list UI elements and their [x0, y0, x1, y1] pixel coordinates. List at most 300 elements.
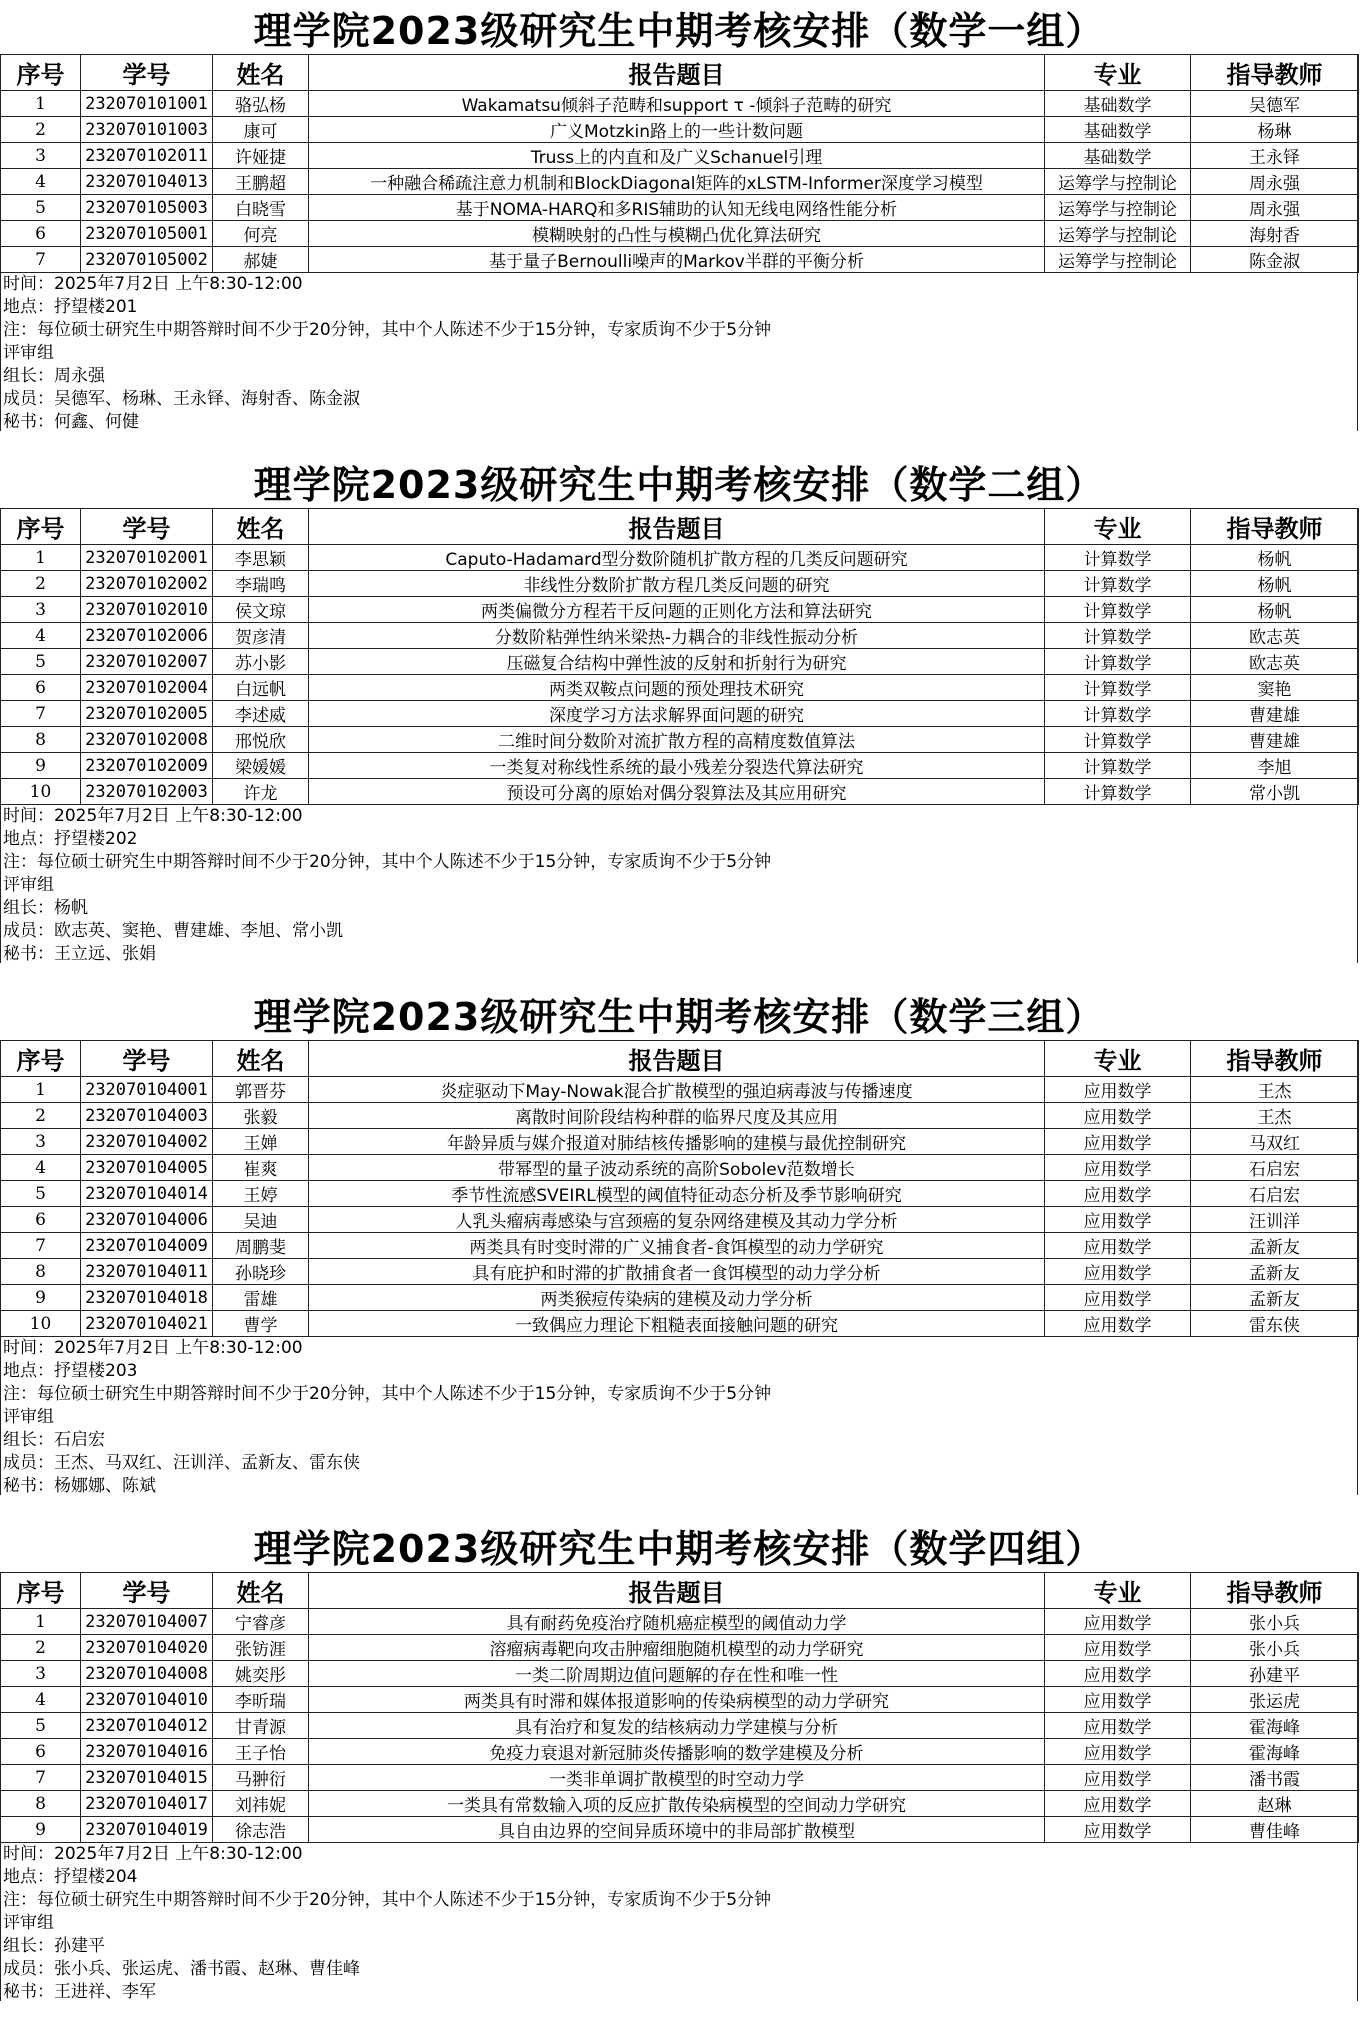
cell-seq[interactable]: 10	[1, 1311, 81, 1337]
cell-seq[interactable]: 1	[1, 91, 81, 117]
cell-seq[interactable]: 1	[1, 1077, 81, 1103]
place-line[interactable]	[0, 1360, 1358, 1383]
cell-name[interactable]: 康可	[213, 117, 309, 143]
cell-major[interactable]: 运筹学与控制论	[1045, 169, 1191, 195]
section-title: 理学院2023级研究生中期考核安排（数学一组）	[253, 8, 1105, 53]
cell-major[interactable]: 应用数学	[1045, 1233, 1191, 1259]
cell-major[interactable]: 计算数学	[1045, 623, 1191, 649]
note-line[interactable]	[0, 851, 1358, 874]
members-line-value: 欧志英、窦艳、曹建雄、李旭、常小凯	[54, 921, 343, 941]
cell-seq[interactable]: 3	[1, 1661, 81, 1687]
members-line-value: 王杰、马双红、汪训洋、孟新友、雷东侠	[54, 1453, 360, 1473]
table-row	[1, 169, 1359, 195]
cell-topic[interactable]: 两类猴痘传染病的建模及动力学分析	[309, 1285, 1045, 1311]
cell-advisor[interactable]: 杨帆	[1191, 597, 1359, 623]
cell-advisor[interactable]: 周永强	[1191, 169, 1359, 195]
cell-student-id[interactable]: 232070105002	[81, 247, 213, 273]
cell-advisor[interactable]: 张小兵	[1191, 1635, 1359, 1661]
cell-name[interactable]: 白远帆	[213, 675, 309, 701]
cell-seq[interactable]: 1	[1, 545, 81, 571]
cell-student-id[interactable]: 232070104019	[81, 1817, 213, 1843]
cell-seq[interactable]: 7	[1, 247, 81, 273]
table-row	[1, 753, 1359, 779]
cell-major[interactable]: 应用数学	[1045, 1207, 1191, 1233]
cell-name[interactable]: 梁媛媛	[213, 753, 309, 779]
table-row	[1, 701, 1359, 727]
cell-seq[interactable]: 4	[1, 1687, 81, 1713]
committee-heading[interactable]	[0, 1912, 1358, 1935]
cell-major[interactable]: 应用数学	[1045, 1285, 1191, 1311]
cell-topic[interactable]: 两类具有时变时滞的广义捕食者-食饵模型的动力学研究	[309, 1233, 1045, 1259]
cell-student-id[interactable]: 232070104021	[81, 1311, 213, 1337]
cell-name[interactable]: 曹学	[213, 1311, 309, 1337]
cell-advisor[interactable]: 杨琳	[1191, 117, 1359, 143]
cell-advisor[interactable]: 周永强	[1191, 195, 1359, 221]
table-row	[1, 1791, 1359, 1817]
cell-topic[interactable]: Wakamatsu倾斜子范畴和support τ -倾斜子范畴的研究	[309, 91, 1045, 117]
cell-advisor[interactable]: 孙建平	[1191, 1661, 1359, 1687]
time-line-value: 2025年7月2日 上午8:30-12:00	[54, 1844, 303, 1864]
cell-student-id[interactable]: 232070102009	[81, 753, 213, 779]
cell-name[interactable]: 张钫涯	[213, 1635, 309, 1661]
cell-student-id[interactable]: 232070104006	[81, 1207, 213, 1233]
cell-student-id[interactable]: 232070104013	[81, 169, 213, 195]
cell-major[interactable]: 应用数学	[1045, 1129, 1191, 1155]
cell-advisor[interactable]: 杨帆	[1191, 545, 1359, 571]
column-header-major: 专业	[1045, 1573, 1191, 1609]
cell-major[interactable]: 基础数学	[1045, 117, 1191, 143]
cell-advisor[interactable]: 杨帆	[1191, 571, 1359, 597]
cell-name[interactable]: 李瑞鸣	[213, 571, 309, 597]
cell-name[interactable]: 王婷	[213, 1181, 309, 1207]
cell-major[interactable]: 应用数学	[1045, 1077, 1191, 1103]
members-line[interactable]	[0, 920, 1358, 943]
time-line-value: 2025年7月2日 上午8:30-12:00	[54, 274, 303, 294]
committee-heading-label: 评审组	[3, 875, 54, 895]
cell-name[interactable]: 崔爽	[213, 1155, 309, 1181]
table-row	[1, 1233, 1359, 1259]
table-row	[1, 1181, 1359, 1207]
cell-student-id[interactable]: 232070102006	[81, 623, 213, 649]
table-row	[1, 727, 1359, 753]
cell-major[interactable]: 应用数学	[1045, 1259, 1191, 1285]
cell-major[interactable]: 计算数学	[1045, 649, 1191, 675]
cell-student-id[interactable]: 232070102010	[81, 597, 213, 623]
cell-seq[interactable]: 2	[1, 117, 81, 143]
cell-topic[interactable]: 具有庇护和时滞的扩散捕食者一食饵模型的动力学分析	[309, 1259, 1045, 1285]
cell-major[interactable]: 计算数学	[1045, 545, 1191, 571]
cell-advisor[interactable]: 石启宏	[1191, 1181, 1359, 1207]
cell-name[interactable]: 甘青源	[213, 1713, 309, 1739]
leader-line-value: 孙建平	[54, 1936, 105, 1956]
cell-advisor[interactable]: 孟新友	[1191, 1259, 1359, 1285]
cell-topic[interactable]: 两类具有时滞和媒体报道影响的传染病模型的动力学研究	[309, 1687, 1045, 1713]
leader-line[interactable]	[0, 1935, 1358, 1958]
cell-topic[interactable]: 一类复对称线性系统的最小残差分裂迭代算法研究	[309, 753, 1045, 779]
cell-seq[interactable]: 8	[1, 1791, 81, 1817]
cell-topic[interactable]: 具有治疗和复发的结核病动力学建模与分析	[309, 1713, 1045, 1739]
cell-advisor[interactable]: 张小兵	[1191, 1609, 1359, 1635]
cell-student-id[interactable]: 232070102007	[81, 649, 213, 675]
schedule-table	[0, 1040, 1359, 1337]
note-line[interactable]	[0, 319, 1358, 342]
column-header-seq: 序号	[1, 55, 81, 91]
cell-topic[interactable]: 季节性流感SVEIRL模型的阈值特征动态分析及季节影响研究	[309, 1181, 1045, 1207]
cell-major[interactable]: 运筹学与控制论	[1045, 221, 1191, 247]
cell-advisor[interactable]: 汪训洋	[1191, 1207, 1359, 1233]
cell-name[interactable]: 李昕瑞	[213, 1687, 309, 1713]
cell-advisor[interactable]: 吴德军	[1191, 91, 1359, 117]
cell-seq[interactable]: 9	[1, 753, 81, 779]
cell-topic[interactable]: 年龄异质与媒介报道对肺结核传播影响的建模与最优控制研究	[309, 1129, 1045, 1155]
cell-name[interactable]: 姚奕彤	[213, 1661, 309, 1687]
cell-topic[interactable]: 模糊映射的凸性与模糊凸优化算法研究	[309, 221, 1045, 247]
table-row	[1, 117, 1359, 143]
leader-line-label: 组长：	[3, 366, 54, 386]
place-line[interactable]	[0, 296, 1358, 319]
cell-student-id[interactable]: 232070104010	[81, 1687, 213, 1713]
secretary-line[interactable]	[0, 943, 1358, 966]
cell-advisor[interactable]: 曹佳峰	[1191, 1817, 1359, 1843]
cell-name[interactable]: 郭晋芬	[213, 1077, 309, 1103]
cell-topic[interactable]: Caputo-Hadamard型分数阶随机扩散方程的几类反问题研究	[309, 545, 1045, 571]
cell-major[interactable]: 基础数学	[1045, 91, 1191, 117]
committee-heading[interactable]	[0, 342, 1358, 365]
cell-name[interactable]: 孙晓珍	[213, 1259, 309, 1285]
cell-topic[interactable]: Truss上的内直和及广义Schanuel引理	[309, 143, 1045, 169]
members-line-label: 成员：	[3, 1959, 54, 1979]
section-title: 理学院2023级研究生中期考核安排（数学二组）	[253, 462, 1105, 507]
cell-advisor[interactable]: 赵琳	[1191, 1791, 1359, 1817]
cell-major[interactable]: 应用数学	[1045, 1635, 1191, 1661]
cell-name[interactable]: 许龙	[213, 779, 309, 805]
cell-seq[interactable]: 7	[1, 701, 81, 727]
cell-seq[interactable]: 2	[1, 1103, 81, 1129]
cell-seq[interactable]: 2	[1, 571, 81, 597]
cell-seq[interactable]: 9	[1, 1817, 81, 1843]
cell-advisor[interactable]: 欧志英	[1191, 623, 1359, 649]
table-row	[1, 1817, 1359, 1843]
cell-advisor[interactable]: 潘书霞	[1191, 1765, 1359, 1791]
cell-topic[interactable]: 离散时间阶段结构种群的临界尺度及其应用	[309, 1103, 1045, 1129]
cell-advisor[interactable]: 石启宏	[1191, 1155, 1359, 1181]
cell-name[interactable]: 白晓雪	[213, 195, 309, 221]
cell-topic[interactable]: 非线性分数阶扩散方程几类反问题的研究	[309, 571, 1045, 597]
leader-line-label: 组长：	[3, 1936, 54, 1956]
place-line-value: 抒望楼204	[54, 1867, 138, 1887]
cell-name[interactable]: 王婵	[213, 1129, 309, 1155]
cell-student-id[interactable]: 232070104020	[81, 1635, 213, 1661]
cell-student-id[interactable]: 232070104003	[81, 1103, 213, 1129]
cell-seq[interactable]: 4	[1, 1155, 81, 1181]
cell-topic[interactable]: 人乳头瘤病毒感染与宫颈癌的复杂网络建模及其动力学分析	[309, 1207, 1045, 1233]
cell-student-id[interactable]: 232070104011	[81, 1259, 213, 1285]
cell-student-id[interactable]: 232070104014	[81, 1181, 213, 1207]
cell-advisor[interactable]: 李旭	[1191, 753, 1359, 779]
cell-advisor[interactable]: 霍海峰	[1191, 1739, 1359, 1765]
cell-student-id[interactable]: 232070104016	[81, 1739, 213, 1765]
cell-major[interactable]: 运筹学与控制论	[1045, 195, 1191, 221]
table-row	[1, 779, 1359, 805]
cell-student-id[interactable]: 232070102005	[81, 701, 213, 727]
column-header-topic: 报告题目	[309, 509, 1045, 545]
cell-major[interactable]: 应用数学	[1045, 1687, 1191, 1713]
members-line[interactable]	[0, 1958, 1358, 1981]
cell-name[interactable]: 宁睿彦	[213, 1609, 309, 1635]
note-line-value: 每位硕士研究生中期答辩时间不少于20分钟，其中个人陈述不少于15分钟，专家质询不少于5分钟	[37, 1890, 772, 1910]
cell-name[interactable]: 邢悦欣	[213, 727, 309, 753]
cell-major[interactable]: 运筹学与控制论	[1045, 247, 1191, 273]
cell-advisor[interactable]: 孟新友	[1191, 1285, 1359, 1311]
cell-advisor[interactable]: 海射香	[1191, 221, 1359, 247]
secretary-line[interactable]	[0, 1475, 1358, 1498]
time-line[interactable]	[0, 273, 1358, 296]
cell-advisor[interactable]: 雷东侠	[1191, 1311, 1359, 1337]
cell-topic[interactable]: 广义Motzkin路上的一些计数问题	[309, 117, 1045, 143]
cell-name[interactable]: 骆弘杨	[213, 91, 309, 117]
column-header-major: 专业	[1045, 509, 1191, 545]
cell-advisor[interactable]: 陈金淑	[1191, 247, 1359, 273]
cell-name[interactable]: 马翀衍	[213, 1765, 309, 1791]
cell-seq[interactable]: 5	[1, 1713, 81, 1739]
cell-seq[interactable]: 5	[1, 649, 81, 675]
cell-seq[interactable]: 5	[1, 1181, 81, 1207]
cell-topic[interactable]: 分数阶粘弹性纳米梁热-力耦合的非线性振动分析	[309, 623, 1045, 649]
cell-seq[interactable]: 6	[1, 1207, 81, 1233]
leader-line[interactable]	[0, 1429, 1358, 1452]
cell-seq[interactable]: 4	[1, 169, 81, 195]
cell-seq[interactable]: 6	[1, 675, 81, 701]
cell-name[interactable]: 郝婕	[213, 247, 309, 273]
cell-topic[interactable]: 两类双鞍点问题的预处理技术研究	[309, 675, 1045, 701]
cell-name[interactable]: 雷雄	[213, 1285, 309, 1311]
note-line-value: 每位硕士研究生中期答辩时间不少于20分钟，其中个人陈述不少于15分钟，专家质询不少于5分钟	[37, 852, 772, 872]
cell-student-id[interactable]: 232070104007	[81, 1609, 213, 1635]
secretary-line[interactable]	[0, 1981, 1358, 2004]
cell-topic[interactable]: 基于量子Bernoulli噪声的Markov半群的平衡分析	[309, 247, 1045, 273]
place-line-label: 地点：	[3, 1361, 54, 1381]
cell-topic[interactable]: 一类二阶周期边值问题解的存在性和唯一性	[309, 1661, 1045, 1687]
cell-student-id[interactable]: 232070102002	[81, 571, 213, 597]
committee-heading[interactable]	[0, 1406, 1358, 1429]
cell-major[interactable]: 应用数学	[1045, 1155, 1191, 1181]
cell-topic[interactable]: 一类非单调扩散模型的时空动力学	[309, 1765, 1045, 1791]
cell-topic[interactable]: 预设可分离的原始对偶分裂算法及其应用研究	[309, 779, 1045, 805]
cell-topic[interactable]: 具有耐药免疫治疗随机癌症模型的阈值动力学	[309, 1609, 1045, 1635]
cell-major[interactable]: 应用数学	[1045, 1661, 1191, 1687]
cell-name[interactable]: 李思颖	[213, 545, 309, 571]
cell-name[interactable]: 贺彦清	[213, 623, 309, 649]
members-line[interactable]	[0, 388, 1358, 411]
cell-topic[interactable]: 具自由边界的空间异质环境中的非局部扩散模型	[309, 1817, 1045, 1843]
cell-student-id[interactable]: 232070105001	[81, 221, 213, 247]
cell-advisor[interactable]: 孟新友	[1191, 1233, 1359, 1259]
column-header-major: 专业	[1045, 1041, 1191, 1077]
cell-advisor[interactable]: 常小凯	[1191, 779, 1359, 805]
cell-topic[interactable]: 一致偶应力理论下粗糙表面接触问题的研究	[309, 1311, 1045, 1337]
cell-name[interactable]: 王子怡	[213, 1739, 309, 1765]
cell-topic[interactable]: 压磁复合结构中弹性波的反射和折射行为研究	[309, 649, 1045, 675]
cell-seq[interactable]: 7	[1, 1233, 81, 1259]
cell-name[interactable]: 周鹏斐	[213, 1233, 309, 1259]
section-title: 理学院2023级研究生中期考核安排（数学四组）	[253, 1526, 1105, 1571]
column-header-name: 姓名	[213, 509, 309, 545]
cell-major[interactable]: 计算数学	[1045, 571, 1191, 597]
cell-major[interactable]: 计算数学	[1045, 701, 1191, 727]
cell-major[interactable]: 应用数学	[1045, 1181, 1191, 1207]
cell-major[interactable]: 应用数学	[1045, 1739, 1191, 1765]
time-line-value: 2025年7月2日 上午8:30-12:00	[54, 806, 303, 826]
leader-line-value: 杨帆	[54, 898, 88, 918]
leader-line[interactable]	[0, 897, 1358, 920]
cell-seq[interactable]: 3	[1, 1129, 81, 1155]
cell-student-id[interactable]: 232070102008	[81, 727, 213, 753]
cell-name[interactable]: 刘祎妮	[213, 1791, 309, 1817]
cell-name[interactable]: 侯文琼	[213, 597, 309, 623]
cell-seq[interactable]: 8	[1, 1259, 81, 1285]
time-line-label: 时间：	[3, 1338, 54, 1358]
cell-student-id[interactable]: 232070102004	[81, 675, 213, 701]
cell-student-id[interactable]: 232070104009	[81, 1233, 213, 1259]
cell-major[interactable]: 应用数学	[1045, 1791, 1191, 1817]
note-line-label: 注：	[3, 1890, 37, 1910]
cell-major[interactable]: 应用数学	[1045, 1311, 1191, 1337]
cell-major[interactable]: 应用数学	[1045, 1817, 1191, 1843]
cell-topic[interactable]: 带幂型的量子波动系统的高阶Sobolev范数增长	[309, 1155, 1045, 1181]
cell-student-id[interactable]: 232070102003	[81, 779, 213, 805]
cell-seq[interactable]: 6	[1, 221, 81, 247]
column-header-seq: 序号	[1, 1041, 81, 1077]
cell-major[interactable]: 基础数学	[1045, 143, 1191, 169]
cell-student-id[interactable]: 232070101001	[81, 91, 213, 117]
cell-seq[interactable]: 1	[1, 1609, 81, 1635]
leader-line-value: 石启宏	[54, 1430, 105, 1450]
cell-name[interactable]: 王鹏超	[213, 169, 309, 195]
cell-advisor[interactable]: 窦艳	[1191, 675, 1359, 701]
cell-seq[interactable]: 3	[1, 143, 81, 169]
table-row	[1, 1765, 1359, 1791]
cell-major[interactable]: 计算数学	[1045, 727, 1191, 753]
time-line[interactable]	[0, 805, 1358, 828]
cell-student-id[interactable]: 232070104017	[81, 1791, 213, 1817]
cell-advisor[interactable]: 霍海峰	[1191, 1713, 1359, 1739]
cell-major[interactable]: 计算数学	[1045, 779, 1191, 805]
secretary-line-label: 秘书：	[3, 1982, 54, 2002]
cell-seq[interactable]: 9	[1, 1285, 81, 1311]
cell-name[interactable]: 何亮	[213, 221, 309, 247]
cell-student-id[interactable]: 232070104005	[81, 1155, 213, 1181]
cell-name[interactable]: 张毅	[213, 1103, 309, 1129]
note-line[interactable]	[0, 1889, 1358, 1912]
cell-major[interactable]: 计算数学	[1045, 597, 1191, 623]
cell-major[interactable]: 应用数学	[1045, 1103, 1191, 1129]
cell-topic[interactable]: 基于NOMA-HARQ和多RIS辅助的认知无线电网络性能分析	[309, 195, 1045, 221]
column-header-topic: 报告题目	[309, 55, 1045, 91]
column-header-seq: 序号	[1, 509, 81, 545]
cell-topic[interactable]: 一类具有常数输入项的反应扩散传染病模型的空间动力学研究	[309, 1791, 1045, 1817]
cell-student-id[interactable]: 232070102001	[81, 545, 213, 571]
cell-advisor[interactable]: 曹建雄	[1191, 727, 1359, 753]
note-line[interactable]	[0, 1383, 1358, 1406]
cell-student-id[interactable]: 232070104015	[81, 1765, 213, 1791]
cell-topic[interactable]: 溶瘤病毒靶向攻击肿瘤细胞随机模型的动力学研究	[309, 1635, 1045, 1661]
cell-seq[interactable]: 2	[1, 1635, 81, 1661]
cell-major[interactable]: 应用数学	[1045, 1765, 1191, 1791]
cell-advisor[interactable]: 马双红	[1191, 1129, 1359, 1155]
cell-seq[interactable]: 7	[1, 1765, 81, 1791]
cell-seq[interactable]: 5	[1, 195, 81, 221]
cell-student-id[interactable]: 232070102011	[81, 143, 213, 169]
cell-name[interactable]: 许娅捷	[213, 143, 309, 169]
cell-topic[interactable]: 炎症驱动下May-Nowak混合扩散模型的强迫病毒波与传播速度	[309, 1077, 1045, 1103]
cell-major[interactable]: 应用数学	[1045, 1713, 1191, 1739]
secretary-line-label: 秘书：	[3, 412, 54, 432]
column-header-student-id: 学号	[81, 1573, 213, 1609]
cell-major[interactable]: 计算数学	[1045, 753, 1191, 779]
cell-student-id[interactable]: 232070105003	[81, 195, 213, 221]
cell-advisor[interactable]: 王杰	[1191, 1103, 1359, 1129]
table-row	[1, 1077, 1359, 1103]
leader-line[interactable]	[0, 365, 1358, 388]
cell-student-id[interactable]: 232070104012	[81, 1713, 213, 1739]
column-header-major: 专业	[1045, 55, 1191, 91]
table-row	[1, 545, 1359, 571]
secretary-line[interactable]	[0, 411, 1358, 434]
cell-seq[interactable]: 3	[1, 597, 81, 623]
cell-student-id[interactable]: 232070104002	[81, 1129, 213, 1155]
cell-name[interactable]: 徐志浩	[213, 1817, 309, 1843]
place-line[interactable]	[0, 1866, 1358, 1889]
cell-topic[interactable]: 两类偏微分方程若干反问题的正则化方法和算法研究	[309, 597, 1045, 623]
secretary-line-value: 杨娜娜、陈斌	[54, 1476, 156, 1496]
cell-seq[interactable]: 6	[1, 1739, 81, 1765]
table-row	[1, 675, 1359, 701]
cell-seq[interactable]: 4	[1, 623, 81, 649]
cell-topic[interactable]: 免疫力衰退对新冠肺炎传播影响的数学建模及分析	[309, 1739, 1045, 1765]
cell-topic[interactable]: 深度学习方法求解界面问题的研究	[309, 701, 1045, 727]
cell-advisor[interactable]: 张运虎	[1191, 1687, 1359, 1713]
cell-name[interactable]: 苏小影	[213, 649, 309, 675]
table-row	[1, 1155, 1359, 1181]
cell-topic[interactable]: 一种融合稀疏注意力机制和BlockDiagonal矩阵的xLSTM-Informer深度学习模型	[309, 169, 1045, 195]
column-header-seq: 序号	[1, 1573, 81, 1609]
cell-student-id[interactable]: 232070104018	[81, 1285, 213, 1311]
time-line[interactable]	[0, 1337, 1358, 1360]
cell-advisor[interactable]: 王杰	[1191, 1077, 1359, 1103]
cell-student-id[interactable]: 232070101003	[81, 117, 213, 143]
table-row	[1, 91, 1359, 117]
cell-student-id[interactable]: 232070104001	[81, 1077, 213, 1103]
time-line[interactable]	[0, 1843, 1358, 1866]
cell-name[interactable]: 李述威	[213, 701, 309, 727]
cell-major[interactable]: 计算数学	[1045, 675, 1191, 701]
cell-topic[interactable]: 二维时间分数阶对流扩散方程的高精度数值算法	[309, 727, 1045, 753]
cell-seq[interactable]: 10	[1, 779, 81, 805]
place-line[interactable]	[0, 828, 1358, 851]
cell-name[interactable]: 吴迪	[213, 1207, 309, 1233]
cell-student-id[interactable]: 232070104008	[81, 1661, 213, 1687]
schedule-table	[0, 508, 1359, 805]
note-line-label: 注：	[3, 1384, 37, 1404]
members-line-label: 成员：	[3, 389, 54, 409]
cell-advisor[interactable]: 曹建雄	[1191, 701, 1359, 727]
cell-major[interactable]: 应用数学	[1045, 1609, 1191, 1635]
committee-heading[interactable]	[0, 874, 1358, 897]
cell-advisor[interactable]: 王永铎	[1191, 143, 1359, 169]
cell-advisor[interactable]: 欧志英	[1191, 649, 1359, 675]
members-line[interactable]	[0, 1452, 1358, 1475]
cell-seq[interactable]: 8	[1, 727, 81, 753]
